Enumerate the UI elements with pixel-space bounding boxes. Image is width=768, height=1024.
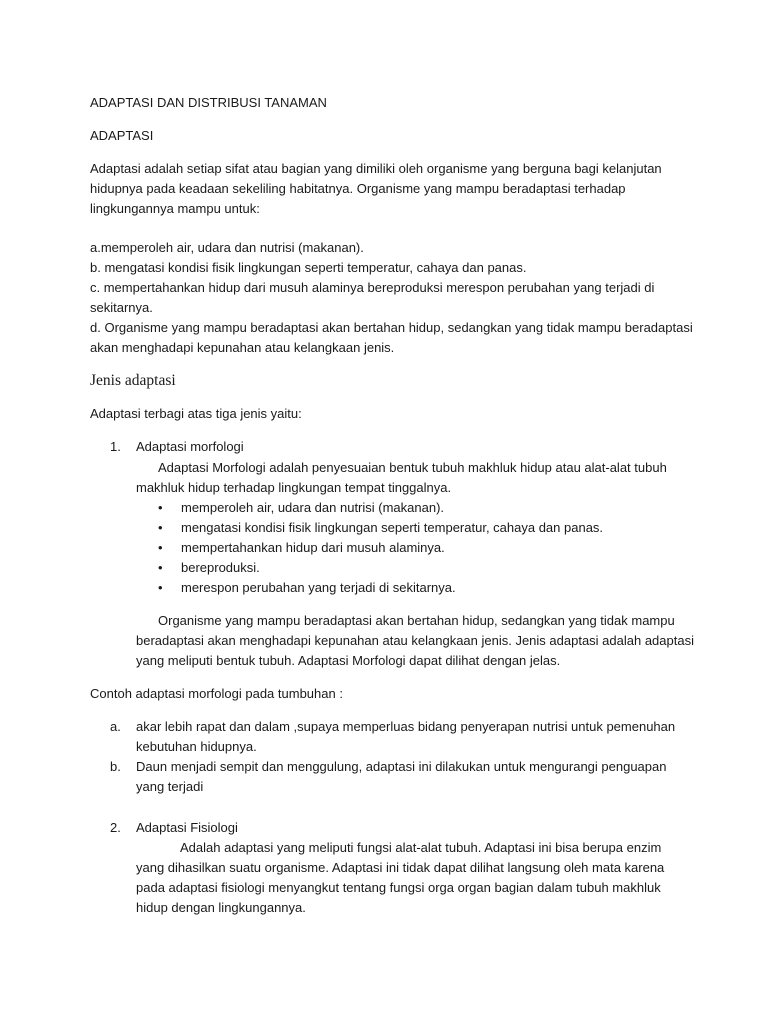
ability-line: akan menghadapi kepunahan atau kelangkaan jenis. <box>90 340 395 355</box>
contoh-item-line: Daun menjadi sempit dan menggulung, adaptasi ini dilakukan untuk mengurangi penguapan <box>136 759 667 774</box>
bullet-item: memperoleh air, udara dan nutrisi (makanan). <box>181 500 445 515</box>
heading-jenis-adaptasi: Jenis adaptasi <box>90 372 176 389</box>
ability-line: b. mengatasi kondisi fisik lingkungan seperti temperatur, cahaya dan panas. <box>90 260 527 275</box>
bullet-dot: • <box>158 520 163 535</box>
item2-desc-line: pada adaptasi fisiologi menyangkut tentang fungsi orga organ bagian dalam tubuh makhluk <box>136 880 661 895</box>
bullet-dot: • <box>158 580 163 595</box>
list-number: 2. <box>110 820 121 835</box>
bullet-item: mengatasi kondisi fisik lingkungan seperti temperatur, cahaya dan panas. <box>181 520 604 535</box>
item1-para-line: beradaptasi akan menghadapi kepunahan atau kelangkaan jenis. Jenis adaptasi adalah adaptasi <box>136 633 694 648</box>
section-heading-adaptasi: ADAPTASI <box>90 128 154 143</box>
item1-para-line: Organisme yang mampu beradaptasi akan bertahan hidup, sedangkan yang tidak mampu <box>158 613 675 628</box>
item1-desc-line: makhluk hidup terhadap lingkungan tempat tinggalnya. <box>136 480 452 495</box>
item1-title: Adaptasi morfologi <box>136 439 244 454</box>
contoh-heading: Contoh adaptasi morfologi pada tumbuhan : <box>90 686 343 701</box>
item1-desc-line: Adaptasi Morfologi adalah penyesuaian bentuk tubuh makhluk hidup atau alat-alat tubuh <box>158 460 667 475</box>
document-title: ADAPTASI DAN DISTRIBUSI TANAMAN <box>90 95 327 110</box>
bullet-item: bereproduksi. <box>181 560 260 575</box>
ability-line: a.memperoleh air, udara dan nutrisi (makanan). <box>90 240 364 255</box>
item2-desc-line: hidup dengan lingkungannya. <box>136 900 306 915</box>
jenis-intro: Adaptasi terbagi atas tiga jenis yaitu: <box>90 406 302 421</box>
ability-line: d. Organisme yang mampu beradaptasi akan bertahan hidup, sedangkan yang tidak mampu beradaptasi <box>90 320 693 335</box>
ability-line: c. mempertahankan hidup dari musuh alaminya bereproduksi merespon perubahan yang terjadi di <box>90 280 655 295</box>
intro-line: lingkungannya mampu untuk: <box>90 201 260 216</box>
bullet-dot: • <box>158 500 163 515</box>
item2-desc-line: yang dihasilkan suatu organisme. Adaptasi ini tidak dapat dilihat langsung oleh mata karena <box>136 860 665 875</box>
contoh-item-line: akar lebih rapat dan dalam ,supaya memperluas bidang penyerapan nutrisi untuk pemenuhan <box>136 719 676 734</box>
intro-line: Adaptasi adalah setiap sifat atau bagian yang dimiliki oleh organisme yang berguna bagi kelanjutan <box>90 161 662 176</box>
intro-line: hidupnya pada keadaan sekeliling habitatnya. Organisme yang mampu beradaptasi terhadap <box>90 181 626 196</box>
list-letter: b. <box>110 759 121 774</box>
bullet-dot: • <box>158 560 163 575</box>
list-number: 1. <box>110 439 121 454</box>
bullet-item: merespon perubahan yang terjadi di sekitarnya. <box>181 580 456 595</box>
item2-desc-line: Adalah adaptasi yang meliputi fungsi alat-alat tubuh. Adaptasi ini bisa berupa enzim <box>180 840 662 855</box>
bullet-dot: • <box>158 540 163 555</box>
item2-title: Adaptasi Fisiologi <box>136 820 238 835</box>
contoh-item-line: yang terjadi <box>136 779 204 794</box>
contoh-item-line: kebutuhan hidupnya. <box>136 739 257 754</box>
item1-para-line: yang meliputi bentuk tubuh. Adaptasi Morfologi dapat dilihat dengan jelas. <box>136 653 561 668</box>
list-letter: a. <box>110 719 121 734</box>
ability-line: sekitarnya. <box>90 300 153 315</box>
bullet-item: mempertahankan hidup dari musuh alaminya. <box>181 540 445 555</box>
